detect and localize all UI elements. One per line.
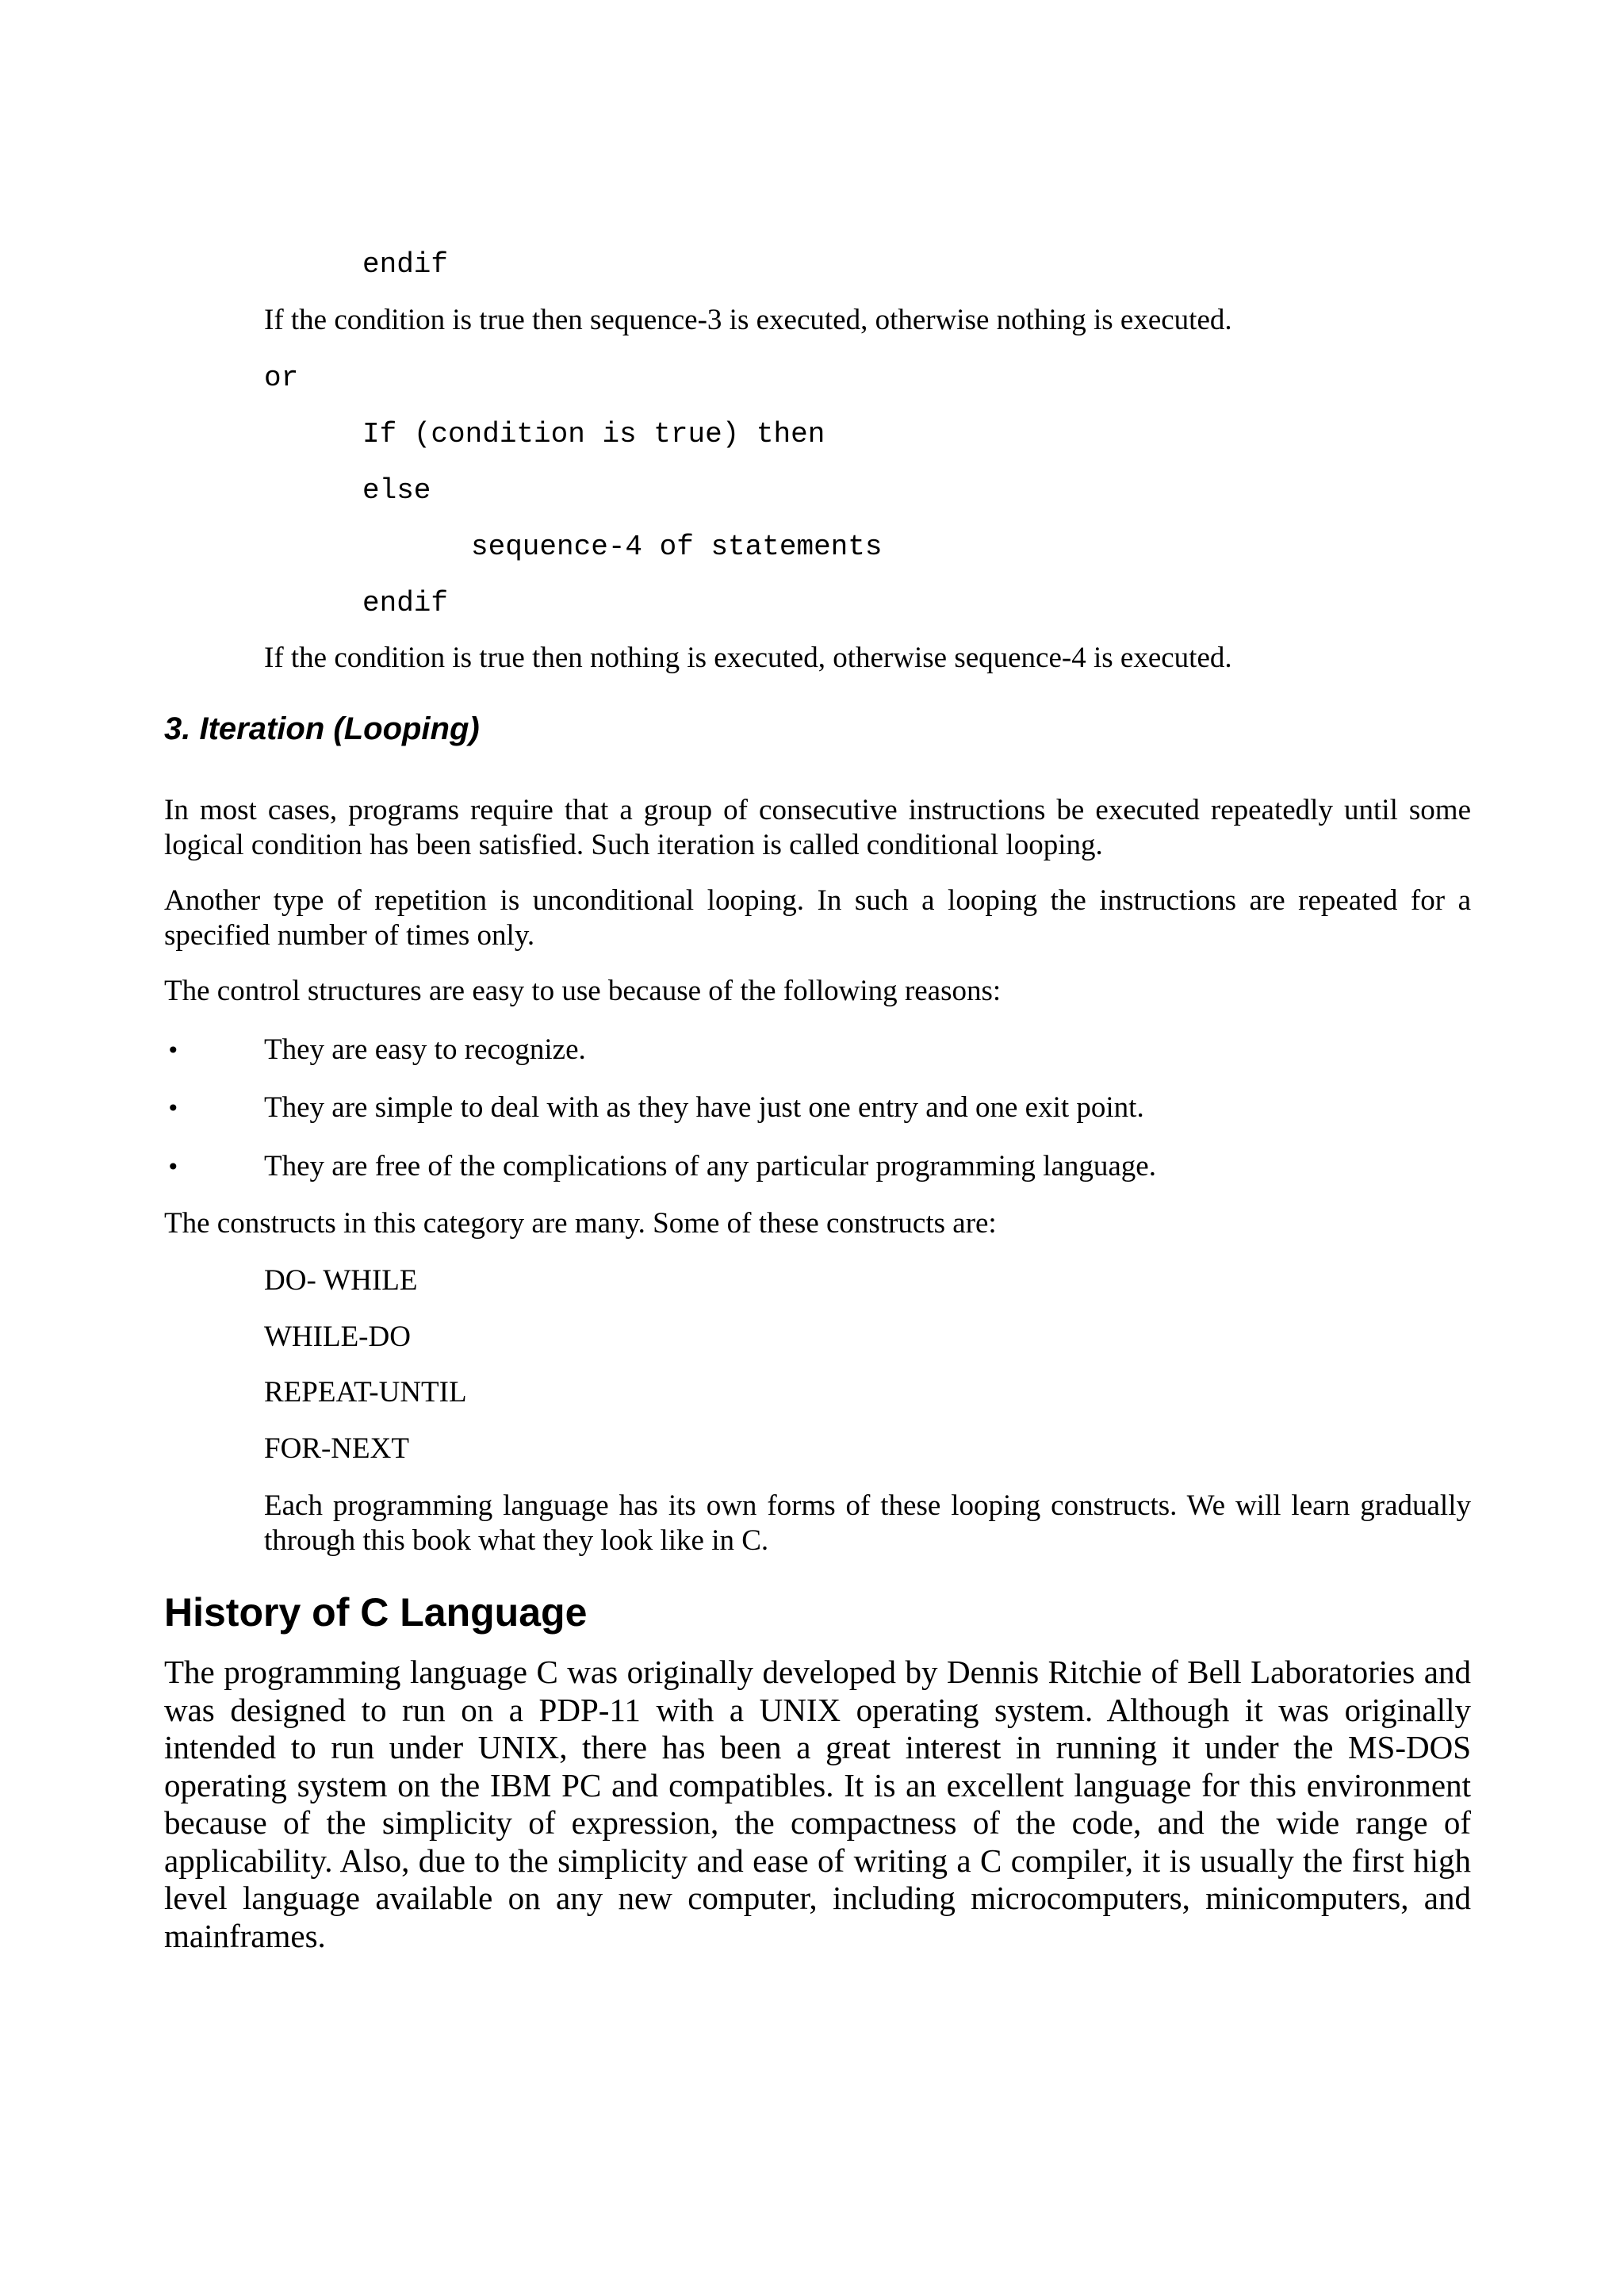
section-heading-iteration: 3. Iteration (Looping) xyxy=(164,711,480,746)
bullet-icon: • xyxy=(167,1037,180,1064)
paragraph-conditional-looping: In most cases, programs require that a group of consecutive instructions be executed repeatedly until some logical condition has been satisfied. Such iteration is called conditional looping. xyxy=(164,794,1471,861)
paragraph-reasons-intro: The control structures are easy to use because of the following reasons: xyxy=(164,975,1002,1007)
code-sequence-4-line: sequence-4 of statements xyxy=(471,531,883,563)
bullet-icon: • xyxy=(167,1154,180,1180)
list-item-text: They are easy to recognize. xyxy=(264,1033,586,1066)
construct-item: FOR-NEXT xyxy=(264,1432,409,1465)
code-else-line: else xyxy=(362,474,431,507)
paragraph-unconditional-looping: Another type of repetition is unconditional looping. In such a looping the instructions are repeated for a specified number of times only. xyxy=(164,884,1471,952)
section-heading-history: History of C Language xyxy=(164,1590,588,1635)
bullet-icon: • xyxy=(167,1095,180,1121)
code-endif-2: endif xyxy=(362,587,449,619)
paragraph-constructs-intro: The constructs in this category are many. Some of these constructs are: xyxy=(164,1207,997,1240)
paragraph-sequence-4: If the condition is true then nothing is executed, otherwise sequence-4 is executed. xyxy=(264,642,1232,674)
code-endif-1: endif xyxy=(362,248,449,281)
list-item-text: They are simple to deal with as they have just one entry and one exit point. xyxy=(264,1091,1144,1124)
list-item-text: They are free of the complications of any particular programming language. xyxy=(264,1150,1156,1182)
paragraph-looping-constructs-note: Each programming language has its own forms of these looping constructs. We will learn gradually through this book what they look like in C. xyxy=(264,1489,1471,1557)
paragraph-history-of-c: The programming language C was originally developed by Dennis Ritchie of Bell Laboratories and was designed to run on a PDP-11 with a UNIX operating system. Although it was originally intended to run under UNIX, there has been a great interest in running it under the MS-DOS operating system on the IBM PC and compatibles. It is an excellent language for this environment because of the simplicity of expression, the compactness of the code, and the wide range of applicability. Also, due to the simplicity and ease of writing a C compiler, it is usually the first high level language available on any new computer, including microcomputers, minicomputers, and mainframes. xyxy=(164,1654,1471,1954)
code-if-line: If (condition is true) then xyxy=(362,418,825,450)
construct-item: WHILE-DO xyxy=(264,1320,411,1353)
construct-item: DO- WHILE xyxy=(264,1264,418,1297)
construct-item: REPEAT-UNTIL xyxy=(264,1376,467,1409)
code-or: or xyxy=(264,362,299,394)
paragraph-sequence-3: If the condition is true then sequence-3 is executed, otherwise nothing is executed. xyxy=(264,304,1232,336)
